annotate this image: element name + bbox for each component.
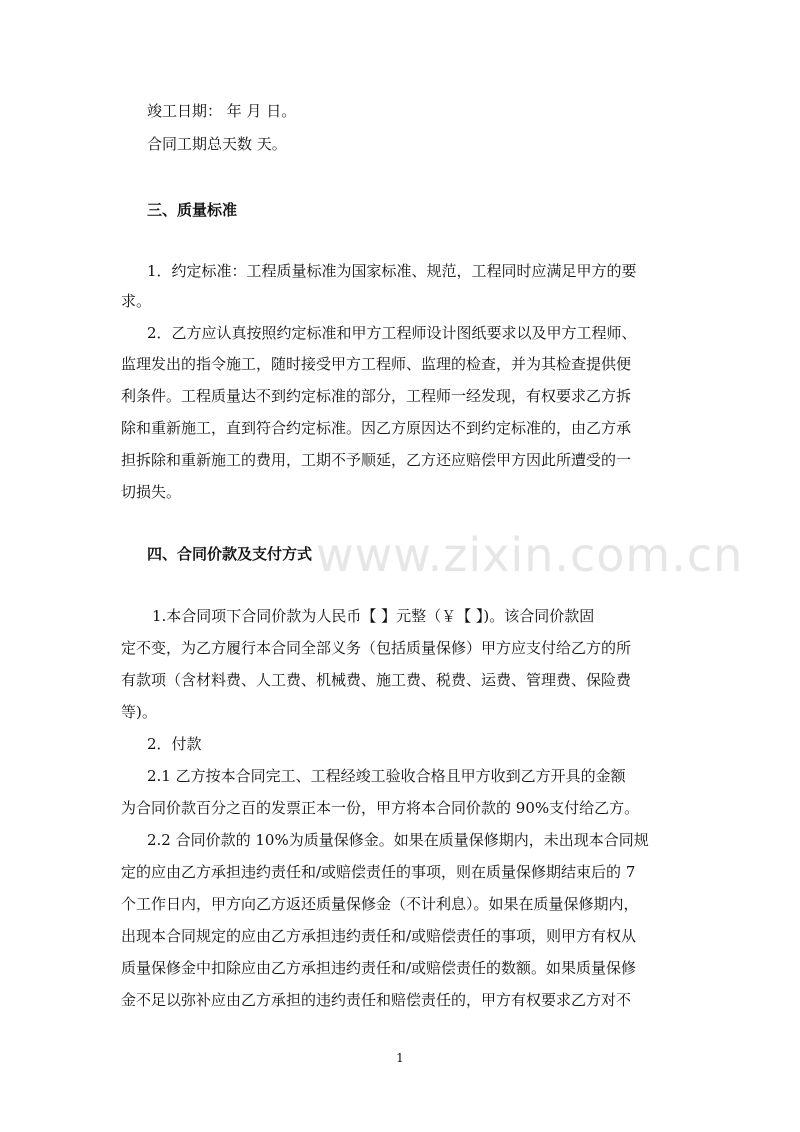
subsection-title-payment: 2．付款 [147,735,202,753]
watermark-text: www.zixin.com.cn [316,528,744,582]
paragraph-line: 担拆除和重新施工的费用，工期不予顺延，乙方还应赔偿甲方因此所遭受的一 [121,451,632,469]
paragraph-line: 2.2 合同价款的 10%为质量保修金。如果在质量保修期内，未出现本合同规 [147,831,649,849]
section-heading-price-payment: 四、合同价款及支付方式 [147,545,313,563]
paragraph-line: 2．乙方应认真按照约定标准和甲方工程师设计图纸要求以及甲方工程师、 [147,324,637,342]
total-days-line: 合同工期总天数 天。 [147,135,287,153]
paragraph-line: 个工作日内，甲方向乙方返还质量保修金（不计利息）。如果在质量保修期内， [121,895,639,913]
paragraph-line: 1．约定标准：工程质量标准为国家标准、规范，工程同时应满足甲方的要 [147,262,637,280]
paragraph-line: 定不变，为乙方履行本合同全部义务（包括质量保修）甲方应支付给乙方的所 [121,639,632,657]
paragraph-line: 有款项（含材料费、人工费、机械费、施工费、税费、运费、管理费、保险费 [121,671,632,689]
paragraph-line: 切损失。 [121,483,182,501]
paragraph-line: 求。 [121,292,152,310]
paragraph-line: 利条件。工程质量达不到约定标准的部分，工程师一经发现，有权要求乙方拆 [121,387,632,405]
paragraph-line: 除和重新施工，直到符合约定标准。因乙方原因达不到约定标准的，由乙方承 [121,419,632,437]
paragraph-line: 质量保修金中扣除应由乙方承担违约责任和/或赔偿责任的数额。如果质量保修 [121,959,637,977]
completion-date-line: 竣工日期： 年 月 日。 [147,102,297,120]
paragraph-line: 等)。 [121,703,157,721]
paragraph-line: 定的应由乙方承担违约责任和/或赔偿责任的事项，则在质量保修期结束后的 7 [121,863,636,881]
paragraph-line: 为合同价款百分之百的发票正本一份，甲方将本合同价款的 90%支付给乙方。 [121,799,640,817]
section-heading-quality: 三、质量标准 [147,201,238,219]
paragraph-line: 监理发出的指令施工，随时接受甲方工程师、监理的检查，并为其检查提供便 [121,355,632,373]
paragraph-line: 出现本合同规定的应由乙方承担违约责任和/或赔偿责任的事项，则甲方有权从 [121,927,637,945]
page-number: 1 [396,1051,404,1065]
paragraph-line: 1.本合同项下合同价款为人民币【 】元整（￥【 】)。该合同价款固 [152,607,595,625]
paragraph-line: 金不足以弥补应由乙方承担的违约责任和赔偿责任的，甲方有权要求乙方对不 [121,991,632,1009]
paragraph-line: 2.1 乙方按本合同完工、工程经竣工验收合格且甲方收到乙方开具的金额 [147,767,626,785]
